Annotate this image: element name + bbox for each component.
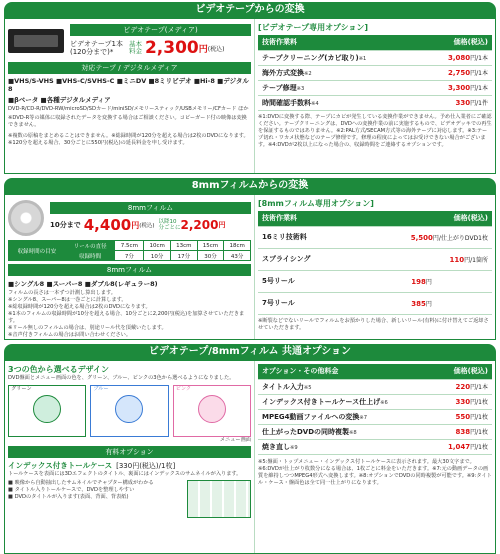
paid-option-label: 有料オプション — [8, 446, 251, 458]
film-options-note: ※断裂などでないリールでフィルムをお預かりした場合、新しいリール(有料)に付け替えてご返却させていただきます。 — [258, 317, 489, 331]
film-options-table: 技術作業料 価格(税込) 16ミリ技術料 5,500円/仕上がりDVD1枚 スプライシング 110円/1箇所 5号リール 198円 7号リール 385円 — [258, 211, 492, 315]
film-minutes: 10分まで — [50, 221, 81, 229]
video-media-label: ビデオテープ(メディア) — [70, 24, 251, 36]
video-options-table — [258, 35, 492, 111]
table-row: 5号リール 198円 — [258, 270, 492, 292]
common-options-table: オプション・その他料金 価格(税込) タイトル入力※5 220円/1本 インデックス付きトールケース仕上げ※6 330円/1枚 MPEG4動画ファイルへの変換※7 550円/1枚 仕上がったDVDの同時複製※8 838円/1枚 焼き直し※9 1,047円/1枚 — [258, 364, 492, 455]
media-header: 対応テープ / デジタルメディア — [8, 62, 251, 74]
video-band-title: ビデオテープからの変換 — [4, 2, 496, 18]
film-note-2: ※総収録時間が120分を超える場合は2枚のDVDになります。 — [8, 304, 151, 310]
common-band-title: ビデオテープ/8mmフィルム 共通オプション — [4, 344, 496, 360]
table-row: 仕上がったDVDの同時複製※8 838円/1枚 — [258, 424, 492, 439]
table-row: 海外方式変換※2 2,750円/1本 — [258, 65, 492, 80]
table-row: 16ミリ技術料 5,500円/仕上がりDVD1枚 — [258, 226, 492, 248]
video-section — [0, 2, 500, 174]
film-reel-image — [8, 200, 44, 236]
film-price: 4,400 — [83, 216, 132, 234]
film-unit: 円 — [131, 220, 140, 230]
common-section — [0, 344, 500, 554]
case-bullet-3: ■ DVDのタイトルが入ります(表面、背面、背表紙) — [8, 494, 129, 500]
film-note-4: ※リール無しのフィルムの場合は、別途リール代を頂戴いたします。 — [8, 325, 167, 331]
color-sample-blue: ブルー — [90, 385, 168, 437]
table-row: テープクリーニング(カビ取り)※1 3,080円/1本 — [258, 50, 492, 65]
table-row: インデックス付きトールケース仕上げ※6 330円/1枚 — [258, 394, 492, 409]
design-title: 3つの色から選べるデザイン — [8, 365, 110, 374]
common-options-note: ※5:盤面・トップメニュー・インデックス付トールケースに表示されます。最大30文字まで。※6:DVDが仕上がり枚数分になる場合は、1枚ごとに料金をいただきます。※7:元の動画データの画質を維持しつつMPEG4形式へ変換します。※8:オプションでDVDの同時複製が可能です。※9:タイトル・ケース・盤面色は全て同一仕上がりになります。 — [258, 458, 492, 486]
film-extra-label: 以降10分ごとに — [158, 219, 181, 231]
base-tax: (税込) — [207, 45, 225, 53]
tape-duration: (120分まで)* — [70, 48, 114, 56]
design-desc: DVD盤面とメニュー画面の色を、グリーン、ブルー、ピンクの3色から選べるようになりました。 — [8, 375, 235, 381]
tape-count: ビデオテープ1本 — [70, 40, 123, 48]
film-options-title: [8mmフィルム専用オプション] — [258, 199, 374, 208]
video-options-note: ※1:DVDに変換する際、テープにカビが発生している変換作業ができません。予め仕入業者にご確認ください。テープクリーニングは、DVDへの変換作業の前に実施するもので、ビデオデッキでの再生を保証するものではありません。※2:PAL方式/SECAM方式等の海外テープに対応します。※3:テープ切れ・ワカメ状態などのテープ修理です。修理の程度によってはお受けできない場合がございます。※4:DVDが2枚以上になった場合の、収録時間をご連絡するオプションです。 — [258, 113, 492, 148]
table-row: 焼き直し※9 1,047円/1枚 — [258, 439, 492, 454]
table-row: テープ修理※3 3,300円/1本 — [258, 80, 492, 95]
film-band-title: 8mmフィルムからの変換 — [4, 178, 496, 194]
base-label2: 料金 — [128, 47, 142, 55]
color-sample-green: グリーン — [8, 385, 86, 437]
base-price: 2,300 — [144, 38, 199, 58]
film-media-label: 8mmフィルム — [50, 202, 251, 214]
table-row: スプライシング 110円/1箇所 — [258, 248, 492, 270]
media-line2: ■βベータ ■各種デジタルメディア — [8, 96, 111, 104]
vhs-tape-image — [8, 29, 64, 53]
film-types: ■シングル8 ■スーパー8 ■ダブル8(レギュラー8) — [8, 280, 158, 288]
table-row: MPEG4動画ファイルへの変換※7 550円/1枚 — [258, 409, 492, 424]
case-thumbnail-image — [187, 480, 251, 518]
film-note-5: ※音声付きフィルムの場合はお問い合わせください。 — [8, 332, 132, 338]
video-options-title: [ビデオテープ専用オプション] — [258, 23, 369, 32]
film-extra-unit: 円 — [218, 221, 226, 229]
base-unit: 円 — [198, 44, 208, 55]
video-note-1: ※複数の原稿をまとめることはできません。※総録時間が120分を超える場合は2枚のDVDになります。 — [8, 133, 249, 139]
table-row: 時間確認手数料※4 330円/1件 — [258, 95, 492, 110]
film-note-0: フィルムの長さは一本ずつ計測し算出します。 — [8, 290, 116, 296]
case-price: [330円(税込)/1枚] — [116, 461, 176, 470]
table-row: タイトル入力※5 220円/1本 — [258, 379, 492, 394]
case-bullet-1: ■ 映像から自動抽出したサムネイルでチャプター構成がわかる — [8, 480, 154, 486]
film-note-1: ※シングル8、スーパー8は一巻ごとに計算します。 — [8, 297, 127, 303]
case-title: インデックス付きトールケース — [8, 461, 113, 470]
base-label: 基本 — [128, 40, 142, 48]
col-item: 技術作業料 — [258, 35, 422, 50]
film-duration-grid: 収録時間の目安 リールの直径 7.5cm 10cm 13cm 15cm 18cm 収録時間 7分 10分 17分 30分 43分 — [8, 240, 251, 261]
film-tax: (税込) — [139, 223, 155, 229]
table-row: 7号リール 385円 — [258, 292, 492, 314]
media-detail: DVD-R/CD-R/DVD-RW/microSD/SDカード/miniSD/メモリースティック/USBメモリー/CFカード ほか — [8, 106, 249, 112]
col-price: 価格(税込) — [422, 35, 492, 50]
media-line1: ■VHS/S-VHS ■VHS-C/SVHS-C ■ミニDV ■8ミリビデオ ■Hi-8 ■デジタル8 — [8, 77, 249, 93]
video-note-2: ※120分を超える場合、30分ごとに550円(税込)の延長料金を申し受けます。 — [8, 140, 188, 146]
case-bullet-2: ■ タイトル入りトールケースで、DVDを整理しやすい — [8, 487, 135, 493]
film-section — [0, 178, 500, 340]
case-desc: トールケースを表面には3Dエフェクトのタイトル、裏面にはインデックスのサムネイルが入ります。 — [8, 471, 242, 477]
film-extra-price: 2,200 — [180, 218, 219, 232]
film-types-label: 8mmフィルム — [8, 264, 251, 276]
color-sample-pink: ピンク — [173, 385, 251, 437]
film-note-3: ※1本のフィルムの収録時間が10分を超える場合、10分ごとに2,200円(税込)を加算させていただきます。 — [8, 311, 245, 324]
media-warning: ※DVD-R等の媒体に収録されたデータを変換する場合はご相談ください。コピーガード付の映像は変換できません。 — [8, 115, 247, 128]
menu-label: メニュー画面 — [219, 437, 251, 443]
